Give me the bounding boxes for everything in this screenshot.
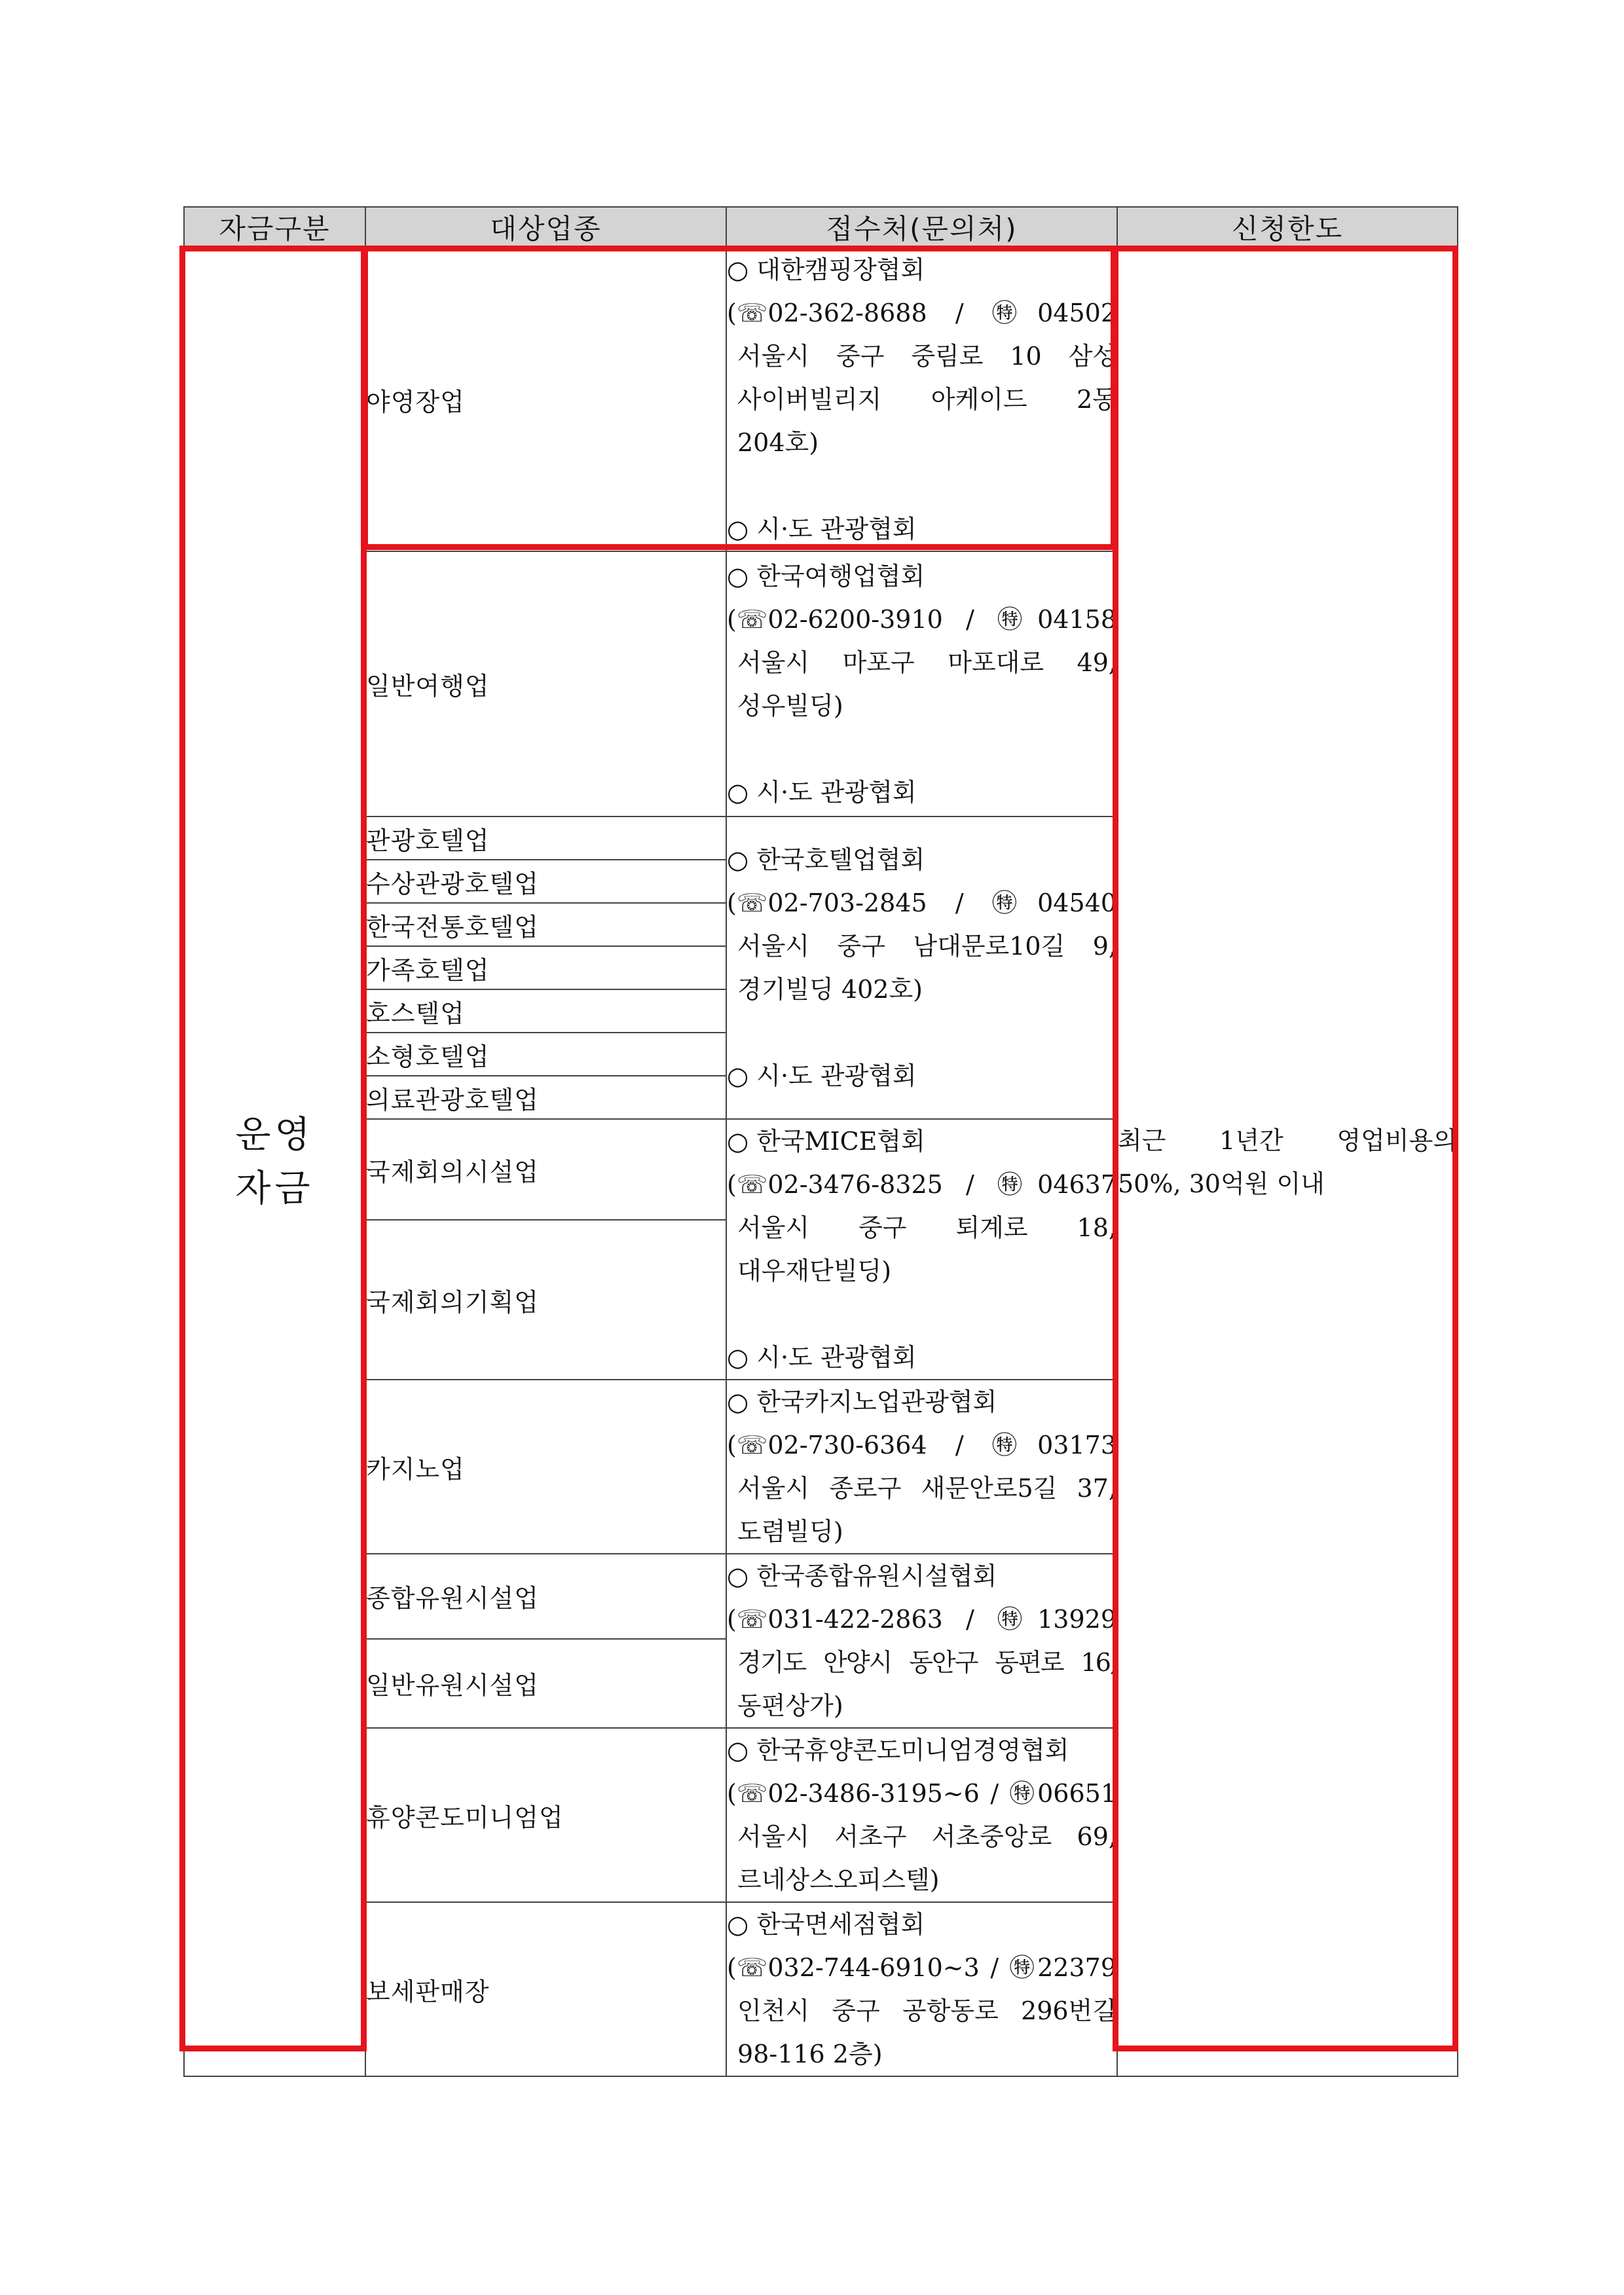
contact-cell: ○ 한국호텔업협회 (☏02-703-2845 / ㊕04540 서울시 중구 남대문로10길 9, 경기빌딩 402호) ○ 시·도 관광협회 (726, 817, 1117, 1119)
header-contact: 접수처(문의처) (726, 207, 1117, 248)
industry-cell: 소형호텔업 (365, 1033, 726, 1076)
fund-table (183, 206, 1458, 2077)
header-row (184, 207, 1458, 248)
contact-cell: ○ 한국여행업협회 (☏02-6200-3910 / ㊕04158 서울시 마포구 마포대로 49, 성우빌딩) ○ 시·도 관광협회 (726, 551, 1117, 817)
header-limit: 신청한도 (1117, 207, 1458, 248)
contact-cell: ○ 한국카지노업관광협회 (☏02-730-6364 / ㊕03173 서울시 종로구 새문안로5길 37, 도렴빌딩) (726, 1380, 1117, 1554)
header-fund-type: 자금구분 (184, 207, 365, 248)
industry-cell: 수상관광호텔업 (365, 860, 726, 903)
industry-cell: 일반유원시설업 (365, 1639, 726, 1728)
industry-cell: 야영장업 (365, 248, 726, 551)
industry-cell: 한국전통호텔업 (365, 903, 726, 946)
industry-cell: 호스텔업 (365, 989, 726, 1033)
contact-cell: ○ 한국종합유원시설협회 (☏031-422-2863 / ㊕13929 경기도 안양시 동안구 동편로 16, 동편상가) (726, 1554, 1117, 1728)
industry-cell: 휴양콘도미니엄업 (365, 1728, 726, 1902)
contact-cell: ○ 대한캠핑장협회 (☏02-362-8688 / ㊕04502 서울시 중구 중림로 10 삼성 사이버빌리지 아케이드 2동 204호) ○ 시·도 관광협회 (726, 248, 1117, 551)
industry-cell: 일반여행업 (365, 551, 726, 817)
contact-cell: ○ 한국MICE협회 (☏02-3476-8325 / ㊕04637 서울시 중구 퇴계로 18, 대우재단빌딩) ○ 시·도 관광협회 (726, 1119, 1117, 1380)
header-industry: 대상업종 (365, 207, 726, 248)
industry-cell: 국제회의기획업 (365, 1220, 726, 1380)
industry-cell: 가족호텔업 (365, 946, 726, 989)
industry-cell: 보세판매장 (365, 1902, 726, 2076)
contact-cell: ○ 한국휴양콘도미니엄경영협회 (☏02-3486-3195~6 / ㊕06651 서울시 서초구 서초중앙로 69, 르네상스오피스텔) (726, 1728, 1117, 1902)
industry-cell: 의료관광호텔업 (365, 1076, 726, 1119)
table-row (184, 248, 1458, 551)
contact-cell: ○ 한국면세점협회 (☏032-744-6910~3 / ㊕22379 인천시 중구 공항동로 296번길 98-116 2층) (726, 1902, 1117, 2076)
industry-cell: 카지노업 (365, 1380, 726, 1554)
fund-category: 운영자금 (184, 248, 365, 2076)
industry-cell: 관광호텔업 (365, 817, 726, 860)
limit-cell: 최근 1년간 영업비용의 50%, 30억원 이내 (1117, 248, 1458, 2076)
industry-cell: 종합유원시설업 (365, 1554, 726, 1639)
industry-cell: 국제회의시설업 (365, 1119, 726, 1220)
